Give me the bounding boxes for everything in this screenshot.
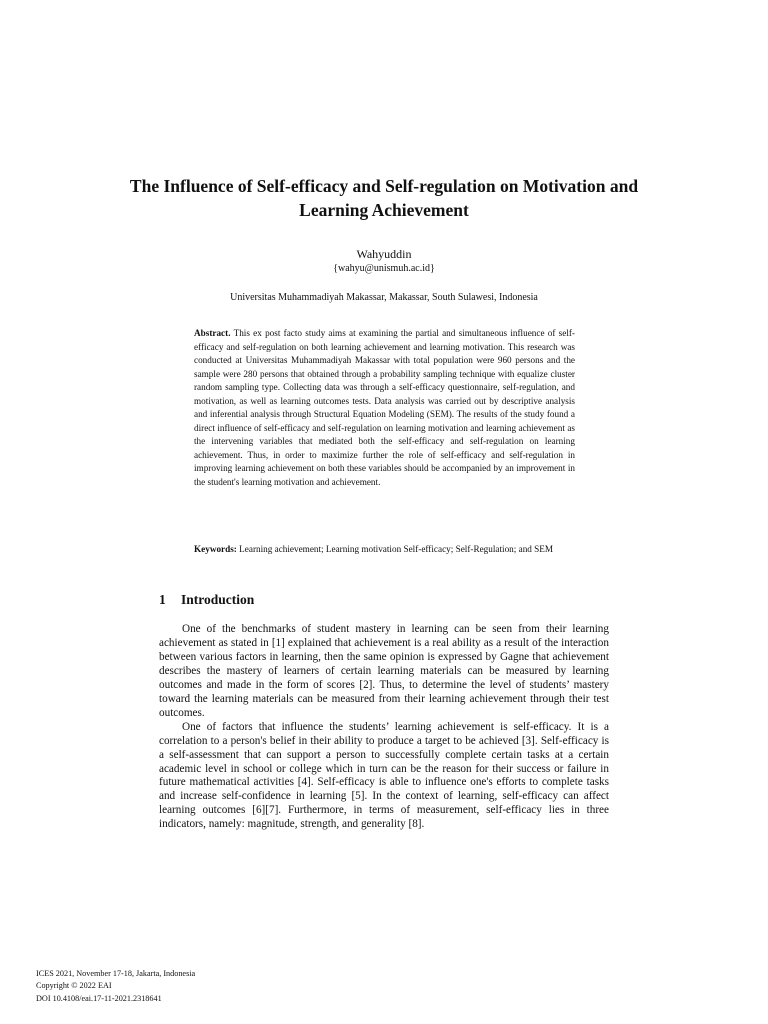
author-email: {wahyu@unismuh.ac.id} [333,263,435,274]
body-paragraph: One of the benchmarks of student mastery in learning can be seen from their learning achievement as stated in [1] explained that achievement is a real ability as a result of the interaction between various factors in learning, then the same opinion is expressed by Gagne that achievement describes the mastery of learners of certain learning materials can be measured by learning outcomes and made in the form of scores [2]. Thus, to determine the level of students’ mastery toward the learning materials can be measured from their learning achievement through their test outcomes. [159,623,609,719]
author-name: Wahyuddin [356,247,412,261]
abstract-text: This ex post facto study aims at examining the partial and simultaneous influence of self-efficacy and self-regulation on both learning achievement and learning motivation. This research was conducted at Universitas Muhammadiyah Makassar with total population were 960 persons and the sample were 280 persons that obtained through a probability sampling technique with equalize cluster random sampling type. Collecting data was through a self-efficacy questionnaire, self-regulation, and motivation, as well as learning outcomes tests. Data analysis was carried out by descriptive analysis and inferential analysis through Structural Equation Modeling (SEM). The results of the study found a direct influence of self-efficacy and self-regulation on learning motivation and learning achievement as the intervening variables that mediated both the self-efficacy and self-regulation on learning achievement. Thus, in order to maximize further the role of self-efficacy and self-regulation in improving learning achievement on both these variables should be accompanied by an improvement in the student's learning motivation and achievement. [194,328,575,488]
footer-doi: DOI 10.4108/eai.17-11-2021.2318641 [36,993,162,1003]
section-number: 1 [159,592,166,607]
section-title: Introduction [181,592,255,607]
page-footer [36,968,436,1005]
abstract [194,327,575,490]
keywords-label: Keywords: [194,544,237,554]
footer-conference: ICES 2021, November 17-18, Jakarta, Indonesia [36,969,196,978]
section-body [159,623,609,832]
abstract-label: Abstract. [194,328,231,338]
author-affiliation: Universitas Muhammadiyah Makassar, Makassar, South Sulawesi, Indonesia [230,292,538,303]
paper-title: The Influence of Self-efficacy and Self-regulation on Motivation and Learning Achievement [129,176,639,220]
footer-copyright: Copyright © 2022 EAI [36,981,112,991]
keywords-text: Learning achievement; Learning motivation Self-efficacy; Self-Regulation; and SEM [239,544,554,554]
body-paragraph: One of factors that influence the students’ learning achievement is self-efficacy. It is a correlation to a person's belief in their ability to produce a target to be achieved [3]. Self-efficacy is a self-assessment that can support a person to successfully complete certain tasks at a certain academic level in school or college which in turn can be the reason for their success or failure in future mathematical activities [4]. Self-efficacy is able to influence one's efforts to complete tasks and increase self-confidence in learning [5]. In the context of learning, self-efficacy can affect learning outcomes [6][7]. Furthermore, in terms of measurement, self-efficacy lies in three indicators, namely: magnitude, strength, and generality [8]. [159,720,609,831]
section-heading [159,591,609,608]
keywords [194,543,575,557]
